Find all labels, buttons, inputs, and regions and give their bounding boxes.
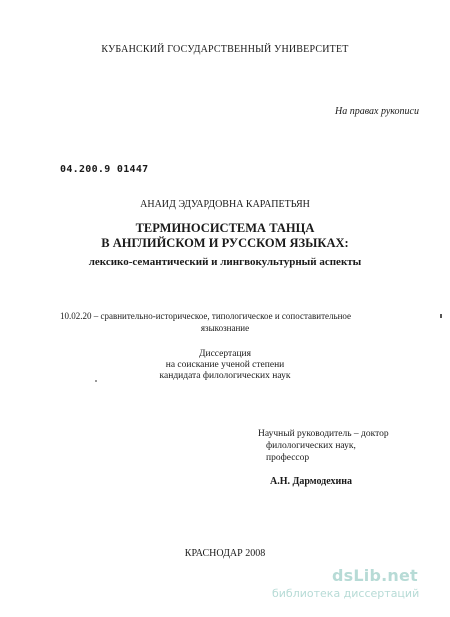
supervisor-line-3: профессор: [266, 453, 310, 463]
manuscript-note: На правах рукописи: [335, 106, 419, 117]
supervisor-line-1: Научный руководитель – доктор: [258, 429, 389, 439]
supervisor-line-2: филологических наук,: [266, 441, 356, 451]
thesis-title-line-2: В АНГЛИЙСКОМ И РУССКОМ ЯЗЫКАХ:: [101, 236, 349, 250]
scan-speck: [95, 380, 97, 382]
degree-line-1: на соискание ученой степени: [165, 360, 285, 370]
dissertation-label: Диссертация: [199, 349, 251, 359]
supervisor-name: А.Н. Дармодехина: [270, 476, 353, 487]
watermark-caption: библиотека диссертаций: [272, 587, 420, 600]
scan-mark: [440, 314, 442, 318]
thesis-subtitle: лексико-семантический и лингвокультурный аспекты: [88, 256, 362, 268]
thesis-title-line-1: ТЕРМИНОСИСТЕМА ТАНЦА: [135, 221, 315, 235]
catalog-code: 04.200.9 01447: [60, 164, 149, 175]
specialty-line-1: 10.02.20 – сравнительно-историческое, типологическое и сопоставительное: [60, 311, 352, 321]
specialty-line-2: языкознание: [200, 323, 250, 333]
degree-line-2: кандидата филологических наук: [159, 371, 291, 381]
city-year: КРАСНОДАР 2008: [184, 548, 266, 559]
watermark-logo: dsLib.net: [332, 566, 418, 585]
university-name: КУБАНСКИЙ ГОСУДАРСТВЕННЫЙ УНИВЕРСИТЕТ: [101, 44, 349, 55]
author-name: АНАИД ЭДУАРДОВНА КАРАПЕТЬЯН: [140, 199, 310, 210]
